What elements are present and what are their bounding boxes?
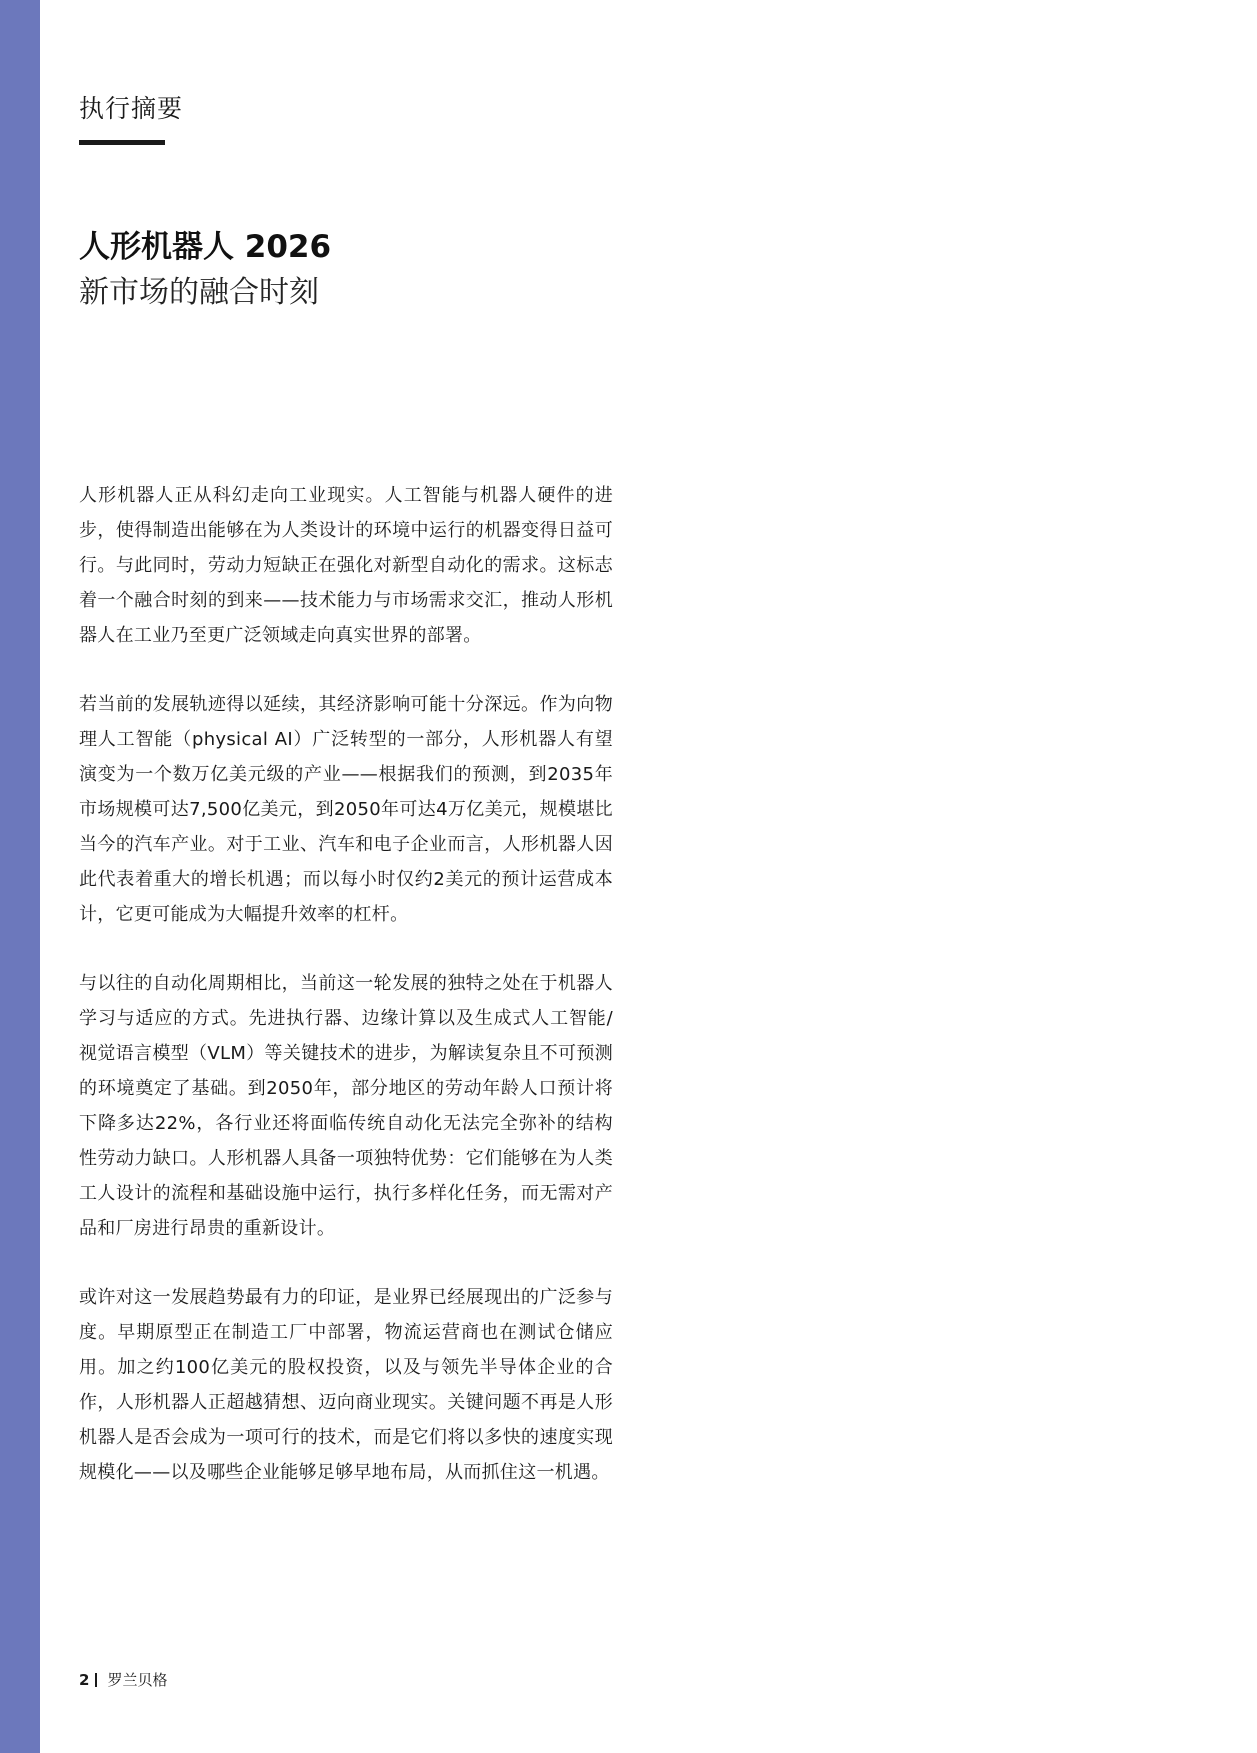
paragraph: 若当前的发展轨迹得以延续，其经济影响可能十分深远。作为向物理人工智能（physical AI）广泛转型的一部分，人形机器人有望演变为一个数万亿美元级的产业——根据我们的预测，到2035年市场规模可达7,500亿美元，到2050年可达4万亿美元，规模堪比当今的汽车产业。对于工业、汽车和电子企业而言，人形机器人因此代表着重大的增长机遇；而以每小时仅约2美元的预计运营成本计，它更可能成为大幅提升效率的杠杆。 xyxy=(79,694,613,925)
section-underline xyxy=(79,140,165,145)
footer-brand: 罗兰贝格 xyxy=(107,1671,168,1689)
page-number: 2 xyxy=(79,1671,90,1689)
page-subtitle: 新市场的融合时刻 xyxy=(79,275,319,310)
paragraph: 与以往的自动化周期相比，当前这一轮发展的独特之处在于机器人学习与适应的方式。先进执行器、边缘计算以及生成式人工智能/视觉语言模型（VLM）等关键技术的进步，为解读复杂且不可预测的环境奠定了基础。到2050年，部分地区的劳动年龄人口预计将下降多达22%，各行业还将面临传统自动化无法完全弥补的结构性劳动力缺口。人形机器人具备一项独特优势：它们能够在为人类工人设计的流程和基础设施中运行，执行多样化任务，而无需对产品和厂房进行昂贵的重新设计。 xyxy=(79,973,613,1239)
side-accent-stripe xyxy=(0,0,40,1753)
body-text xyxy=(79,478,613,1524)
page-footer xyxy=(79,1670,167,1690)
page-title: 人形机器人 2026 xyxy=(79,229,332,265)
footer-divider xyxy=(95,1673,97,1687)
section-label: 执行摘要 xyxy=(79,94,184,123)
paragraph: 或许对这一发展趋势最有力的印证，是业界已经展现出的广泛参与度。早期原型正在制造工厂中部署，物流运营商也在测试仓储应用。加之约100亿美元的股权投资，以及与领先半导体企业的合作，人形机器人正超越猜想、迈向商业现实。关键问题不再是人形机器人是否会成为一项可行的技术，而是它们将以多快的速度实现规模化——以及哪些企业能够足够早地布局，从而抓住这一机遇。 xyxy=(79,1287,613,1483)
paragraph: 人形机器人正从科幻走向工业现实。人工智能与机器人硬件的进步，使得制造出能够在为人类设计的环境中运行的机器变得日益可行。与此同时，劳动力短缺正在强化对新型自动化的需求。这标志着一个融合时刻的到来——技术能力与市场需求交汇，推动人形机器人在工业乃至更广泛领域走向真实世界的部署。 xyxy=(79,485,613,646)
